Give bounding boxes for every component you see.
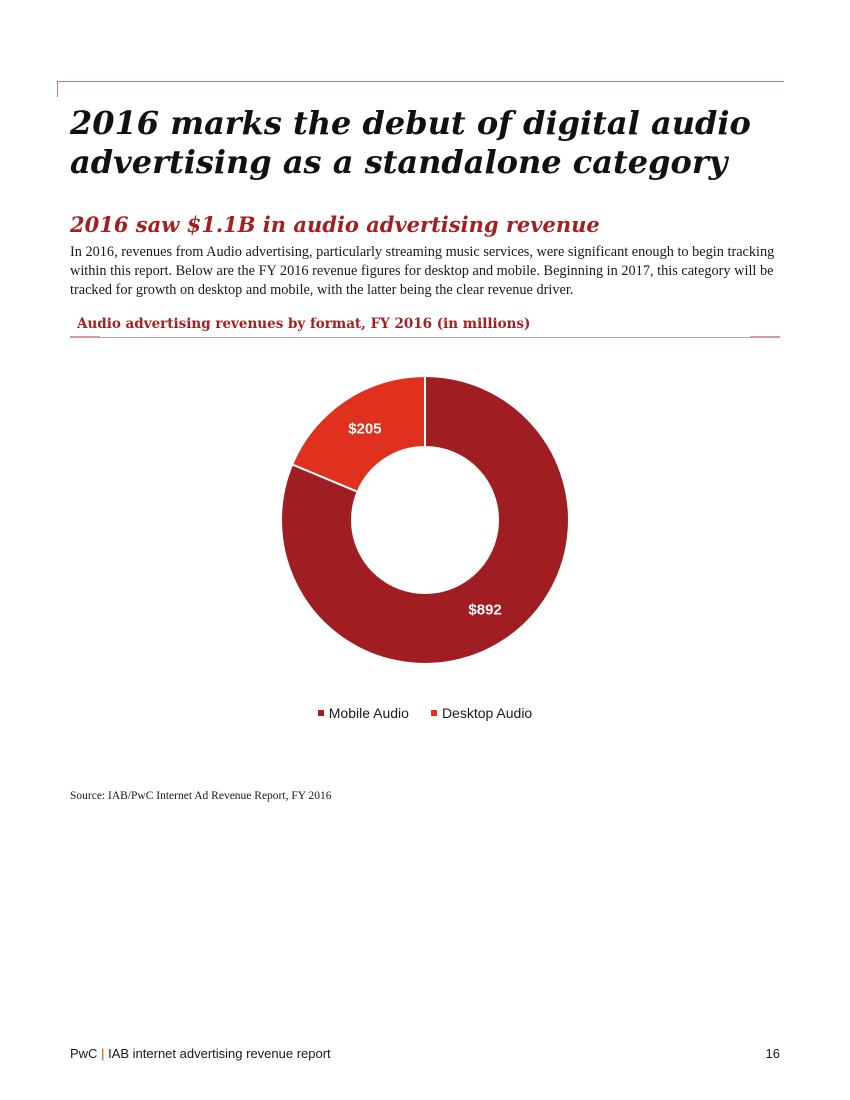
chart-title: Audio advertising revenues by format, FY 2016 (in millions) xyxy=(77,316,531,332)
chart-title-rule-cap-left xyxy=(70,336,100,338)
footer-report-name: IAB internet advertising revenue report xyxy=(108,1046,331,1061)
body-paragraph: In 2016, revenues from Audio advertising, particularly streaming music services, were significant enough to begin tracking within this report. Below are the FY 2016 revenue figures for desktop and mobile. Beginning in 2017, this category will be tracked for growth on desktop and mobile, with the latter being the clear revenue driver. xyxy=(70,244,775,298)
legend-label-desktop: Desktop Audio xyxy=(441,705,533,721)
header-rule xyxy=(57,81,784,82)
footer-brand: PwC xyxy=(70,1046,98,1061)
footer-separator: | xyxy=(101,1046,105,1061)
footer-title xyxy=(70,1046,331,1061)
donut-label-mobile-audio: $892 xyxy=(468,601,502,619)
page-number: 16 xyxy=(765,1046,780,1061)
legend-item-mobile xyxy=(318,705,409,721)
chart-title-rule-cap-right xyxy=(750,336,780,338)
page-title: 2016 marks the debut of digital audio advertising as a standalone category xyxy=(70,104,751,181)
header-rule-tick xyxy=(57,81,58,97)
legend-swatch-desktop xyxy=(431,710,437,716)
chart-legend xyxy=(0,705,850,721)
legend-label-mobile: Mobile Audio xyxy=(328,705,409,721)
legend-item-desktop xyxy=(431,705,532,721)
donut-chart xyxy=(275,370,575,670)
donut-label-desktop-audio: $205 xyxy=(348,420,382,438)
chart-title-rule xyxy=(70,337,780,338)
legend-swatch-mobile xyxy=(318,710,324,716)
source-note: Source: IAB/PwC Internet Ad Revenue Report, FY 2016 xyxy=(70,790,332,802)
page-subtitle: 2016 saw $1.1B in audio advertising revenue xyxy=(70,212,600,237)
